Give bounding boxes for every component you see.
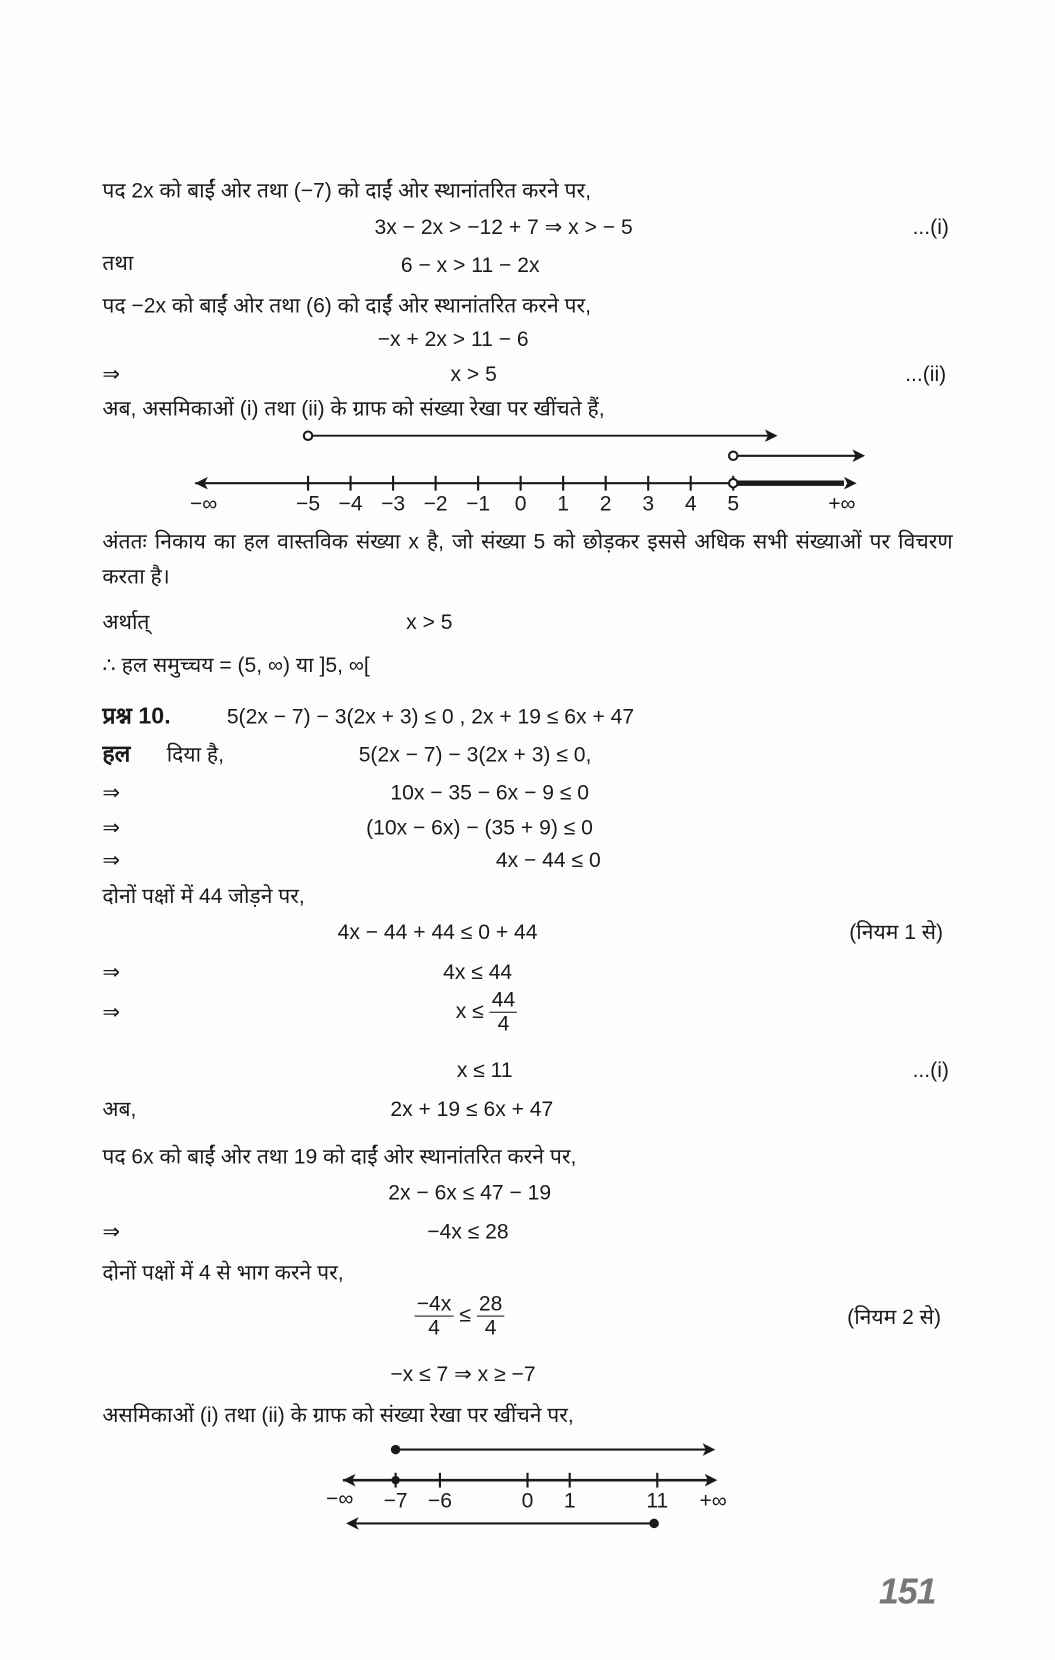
label: तथा [102,252,134,276]
denominator: 4 [428,1316,440,1340]
tick-label: −5 [296,492,321,516]
equation: x > 5 [406,610,453,635]
equation: 6 − x > 11 − 2x [400,254,540,278]
label: अर्थात् [102,610,150,635]
page-number: 151 [878,1571,936,1613]
equation: 5(2x − 7) − 3(2x + 3) ≤ 0, [358,743,592,767]
question-label: प्रश्न 10. [102,702,171,730]
fraction [490,989,518,1036]
implies-symbol: ⇒ [102,1001,121,1025]
equation: 3x − 2x > −12 + 7 ⇒ x > − 5 [374,216,633,240]
pos-infinity-label: +∞ [699,1489,727,1513]
equation: 2x + 19 ≤ 6x + 47 [390,1098,554,1122]
paragraph: अंततः निकाय का हल वास्तविक संख्या x है, जो संख्या 5 को छोड़कर इससे अधिक सभी संख्याओं पर विचरण करता है। [102,530,953,589]
equation-ref: ...(i) [912,216,949,240]
tick-label: −4 [338,492,363,516]
tick-label: 1 [557,492,570,516]
open-circle [304,431,312,439]
number-line-2 [0,1435,1055,1541]
equation: x > 5 [450,362,497,387]
closed-circle [391,1476,399,1484]
tick-label: 1 [563,1489,576,1513]
neg-infinity-label: −∞ [189,492,218,516]
paragraph: दोनों पक्षों में 4 से भाग करने पर, [102,1261,344,1285]
closed-circle [391,1445,400,1454]
open-circle [729,479,737,487]
neg-infinity-label: −∞ [326,1487,354,1511]
label: अब, [102,1098,137,1122]
label: दिया है, [166,743,225,767]
implies-symbol: ⇒ [102,849,121,873]
tick-label: 0 [521,1489,534,1513]
tick-label: 11 [646,1489,669,1513]
equation: (10x − 6x) − (35 + 9) ≤ 0 [366,816,593,840]
tick-label: −7 [383,1489,408,1513]
denominator: 4 [484,1316,497,1340]
equation-ref: ...(ii) [905,362,947,387]
operator: ≤ [459,1303,471,1327]
equation: −x + 2x > 11 − 6 [377,328,529,352]
equation: 4x ≤ 44 [443,961,513,985]
paragraph: अब, असमिकाओं (i) तथा (ii) के ग्राफ को संख्या रेखा पर खींचते हैं, [102,397,605,421]
tick-label: 4 [684,492,697,516]
equation: −x ≤ 7 ⇒ x ≥ −7 [390,1363,536,1387]
equation-ref: ...(i) [912,1059,949,1083]
pos-infinity-label: +∞ [828,492,856,516]
fraction [415,1292,454,1339]
solution-label: हल [102,740,131,767]
tick-label: 2 [599,492,612,516]
paragraph: पद 6x को बाईं ओर तथा 19 को दाईं ओर स्थानांतरित करने पर, [102,1145,577,1169]
arrow-right-icon [844,477,857,490]
equation: −4x ≤ 28 [427,1220,509,1244]
solution-set: ∴ हल समुच्चय = (5, ∞) या ]5, ∞[ [102,654,370,678]
equation: 2x − 6x ≤ 47 − 19 [388,1181,552,1205]
paragraph: पद −2x को बाईं ओर तथा (6) को दाईं ओर स्थानांतरित करने पर, [102,294,591,318]
number-line-1 [0,422,1055,517]
rule-note: (नियम 1 से) [849,921,944,945]
implies-symbol: ⇒ [102,816,121,840]
tick-label: −1 [466,492,491,516]
tick-label: 0 [514,492,527,516]
numerator: −4x [415,1292,454,1316]
tick-label: −3 [381,492,406,516]
closed-circle [649,1519,658,1528]
equation: 4x − 44 + 44 ≤ 0 + 44 [337,921,538,945]
paragraph: दोनों पक्षों में 44 जोड़ने पर, [102,885,305,909]
equation: 4x − 44 ≤ 0 [495,849,601,873]
question-text: 5(2x − 7) − 3(2x + 3) ≤ 0 , 2x + 19 ≤ 6x + 47 [226,705,635,730]
implies-symbol: ⇒ [102,1220,121,1244]
equation: x ≤ 11 [456,1059,513,1083]
tick-label: −6 [427,1489,452,1513]
paragraph: असमिकाओं (i) तथा (ii) के ग्राफ को संख्या रेखा पर खींचने पर, [102,1404,574,1428]
implies-symbol: ⇒ [102,362,121,387]
implies-symbol: ⇒ [102,781,121,805]
tick-label: 3 [642,492,655,516]
tick-label: −2 [423,492,448,516]
rule-note: (नियम 2 से) [847,1306,941,1330]
equation: 10x − 35 − 6x − 9 ≤ 0 [390,781,590,805]
open-circle [729,452,737,460]
equation [456,989,518,1036]
paragraph: पद 2x को बाईं ओर तथा (−7) को दाईं ओर स्थानांतरित करने पर, [102,179,591,203]
denominator: 4 [497,1012,510,1037]
tick-label: 5 [727,492,740,516]
numerator: 28 [477,1292,505,1316]
fraction-equation [415,1292,505,1339]
implies-symbol: ⇒ [102,961,121,985]
numerator: 44 [490,989,518,1013]
fraction-lhs: x ≤ [455,999,484,1024]
fraction [477,1292,505,1339]
